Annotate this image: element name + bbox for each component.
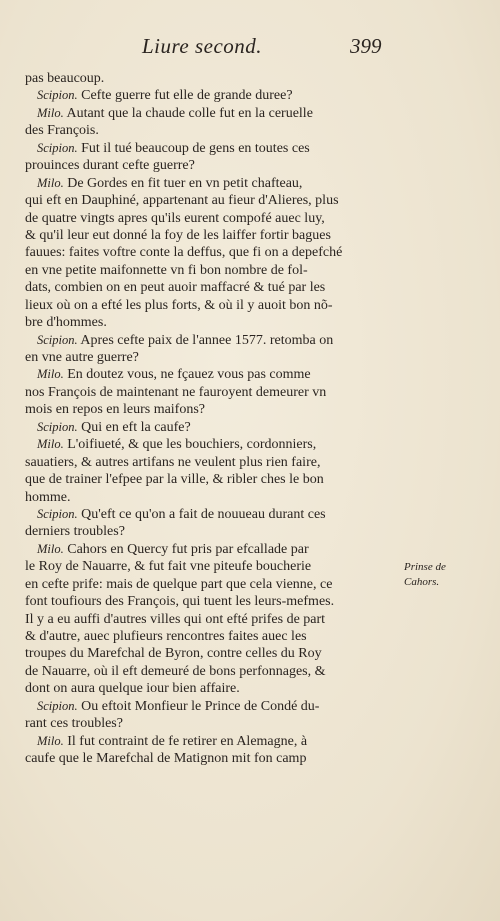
text-line xyxy=(25,663,395,680)
text-line xyxy=(25,454,395,471)
speaker-label: Scipion. xyxy=(37,698,78,713)
text-line xyxy=(25,419,395,436)
line-text: En doutez vous, ne fçauez vous pas comme xyxy=(67,367,311,383)
line-text: sauatiers, & autres artifans ne veulent plus rien faire, xyxy=(25,454,321,470)
line-text: qui eft en Dauphiné, appartenant au fieur d'Alieres, plus xyxy=(25,193,339,209)
line-text: Fut il tué beaucoup de gens en toutes ces xyxy=(81,140,310,156)
running-title: Liure second. xyxy=(142,34,263,58)
speaker-label: Scipion. xyxy=(37,506,78,521)
line-text: de Nauarre, où il eft demeuré de bons perfonnages, & xyxy=(25,663,326,679)
text-line xyxy=(25,471,395,488)
line-text: fauues: faites voftre conte la deffus, que fi on a depefché xyxy=(25,245,343,261)
speaker-label: Milo. xyxy=(37,437,64,452)
line-text: Cefte guerre fut elle de grande duree? xyxy=(81,88,293,104)
speaker-label: Milo. xyxy=(37,367,64,382)
line-text: & d'autre, auec plufieurs rencontres faites auec les xyxy=(25,629,307,644)
speaker-label: Scipion. xyxy=(37,332,78,347)
text-line xyxy=(25,157,395,174)
text-line xyxy=(25,750,395,767)
page-number: 399 xyxy=(350,34,382,58)
margin-note-line: Prinse de xyxy=(404,561,446,573)
page-header xyxy=(0,34,500,64)
text-line xyxy=(25,175,395,192)
line-text: Autant que la chaude colle fut en la ceruelle xyxy=(66,105,313,121)
text-line xyxy=(25,558,395,575)
text-line xyxy=(25,70,395,87)
line-text: en vne petite maifonnette vn fi bon nombre de fol- xyxy=(25,262,308,278)
line-text: dats, combien on en peut auoir maffacré & tué par les xyxy=(25,280,326,296)
line-text: lieux où on a efté les plus forts, & où il y auoit bon nõ- xyxy=(25,297,333,313)
speaker-label: Scipion. xyxy=(37,88,78,103)
line-text: en cefte prife: mais de quelque part que cela vienne, ce xyxy=(25,576,333,592)
text-line xyxy=(25,384,395,401)
speaker-label: Milo. xyxy=(37,733,64,748)
text-line xyxy=(25,506,395,523)
text-line xyxy=(25,227,395,244)
text-line xyxy=(25,489,395,506)
text-line xyxy=(25,314,395,331)
line-text: & qu'il leur eut donné la foy de les laiffer fortir bagues xyxy=(25,227,331,243)
line-text: prouinces durant cefte guerre? xyxy=(25,158,195,174)
line-text: Apres cefte paix de l'annee 1577. retomba on xyxy=(80,332,334,348)
line-text: troupes du Marefchal de Byron, contre celles du Roy xyxy=(25,646,322,662)
line-text: L'oifiueté, & que les bouchiers, cordonniers, xyxy=(67,437,317,453)
text-line xyxy=(25,698,395,715)
text-line xyxy=(25,628,395,645)
text-line xyxy=(25,349,395,366)
line-text: en vne autre guerre? xyxy=(25,350,139,365)
text-line xyxy=(25,244,395,261)
text-line xyxy=(25,140,395,157)
line-text: nos François de maintenant ne fauroyent demeurer vn xyxy=(25,384,327,400)
line-text: que de trainer l'efpee par la ville, & ribler ches le bon xyxy=(25,472,324,488)
text-line xyxy=(25,436,395,453)
text-line xyxy=(25,680,395,697)
text-line xyxy=(25,733,395,750)
margin-note-line: Cahors. xyxy=(404,576,440,588)
text-line xyxy=(25,366,395,383)
line-text: bre d'hommes. xyxy=(25,315,107,331)
text-line xyxy=(25,332,395,349)
line-text: Ou eftoit Monfieur le Prince de Condé du- xyxy=(81,698,320,714)
speaker-label: Milo. xyxy=(37,541,64,556)
text-line xyxy=(25,297,395,314)
line-text: homme. xyxy=(25,489,71,505)
text-line xyxy=(25,279,395,296)
line-text: font toufiours des François, qui tuent les leurs-mefmes. xyxy=(25,594,335,610)
body-text xyxy=(25,70,395,768)
speaker-label: Scipion. xyxy=(37,140,78,155)
text-line xyxy=(25,210,395,227)
line-text: De Gordes en fit tuer en vn petit chafteau, xyxy=(67,175,303,191)
text-line xyxy=(25,611,395,628)
line-text: dont on aura quelque iour bien affaire. xyxy=(25,681,240,697)
text-line xyxy=(25,401,395,418)
text-line xyxy=(25,523,395,540)
line-text: le Roy de Nauarre, & fut fait vne piteufe boucherie xyxy=(25,559,312,575)
text-line xyxy=(25,122,395,139)
text-line xyxy=(25,192,395,209)
line-text: Qu'eft ce qu'on a fait de nouueau durant ces xyxy=(81,506,326,522)
line-text: pas beaucoup. xyxy=(25,71,105,86)
text-line xyxy=(25,576,395,593)
text-line xyxy=(25,541,395,558)
speaker-label: Milo. xyxy=(37,105,64,120)
line-text: rant ces troubles? xyxy=(25,716,123,732)
text-line xyxy=(25,262,395,279)
line-text: Cahors en Quercy fut pris par efcallade par xyxy=(67,541,309,557)
text-line xyxy=(25,715,395,732)
text-line xyxy=(25,593,395,610)
line-text: Qui en eft la caufe? xyxy=(81,419,191,435)
line-text: caufe que le Marefchal de Matignon mit fon camp xyxy=(25,751,307,767)
line-text: des François. xyxy=(25,123,99,139)
text-line xyxy=(25,645,395,662)
speaker-label: Scipion. xyxy=(37,419,78,434)
margin-note xyxy=(404,560,484,590)
line-text: de quatre vingts apres qu'ils eurent compofé auec luy, xyxy=(25,210,325,226)
line-text: Il fut contraint de fe retirer en Alemagne, à xyxy=(67,733,308,749)
text-line xyxy=(25,87,395,104)
line-text: Il y a eu auffi d'autres villes qui ont efté prifes de part xyxy=(25,611,326,627)
line-text: mois en repos en leurs maifons? xyxy=(25,402,206,418)
speaker-label: Milo. xyxy=(37,175,64,190)
line-text: derniers troubles? xyxy=(25,524,125,540)
text-line xyxy=(25,105,395,122)
